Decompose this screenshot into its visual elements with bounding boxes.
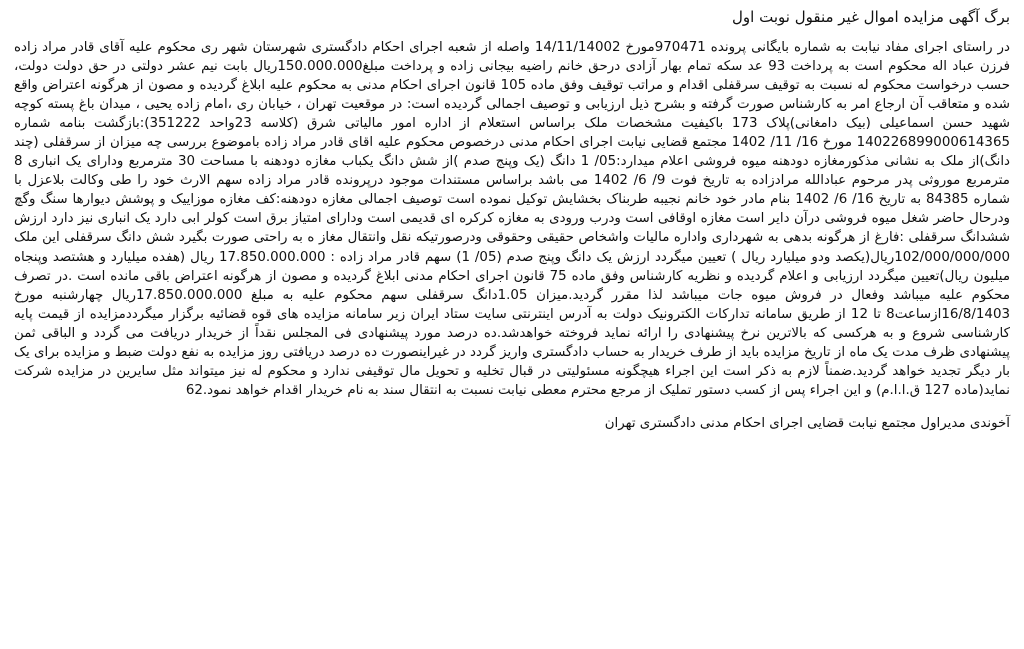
- notice-body: در راستای اجرای مفاد نیابت به شماره بایگانی پرونده 970471مورخ 14/11/14002 واصله از شعبه اجرای احکام دادگستری شهرستان شهر ری محکوم علیه آقای قادر مراد زاده فرزن عباد اله محکوم است به پرداخت 93 عد سکه تمام بهار آزادی درحق خانم راضیه بیجانی زاده و پرداخت مبلغ150.000.000ریال بابت نیم عشر دولتی در حق دولت دولت، حسب درخواست محکوم له نسبت به توقیف سرقفلی اقدام و مراتب توقیف وفق ماده 105 قانون اجرای احکام مدنی به محکوم علیه ابلاغ گردیده و مصون از هرگونه اعتراض واقع شده و متعاقب آن ارجاع امر به کارشناس صورت گرفته و بشرح ذیل ارزیابی و توصیف اجمالی گردیده است: در موقعیت تهران ، خیابان ری ،امام زاده یحیی ، میدان باغ پسته کوچه شهید حسن اسماعیلی (بیک دامغانی)پلاک 173 باکیفیت مشخصات ملک براساس استعلام از اداره امور مالیاتی شرق (کلاسه 23واحد 351222):بازگشت بنامه شماره 140226899000614365 مورخ 16/ 11/ 1402 مجتمع قضایی نیابت اجرای احکام مدنی درخصوص محکوم علیه اقای قادر مراد زاده باموضوع بررسی چه میزان از سرقفلی (چند دانگ)از ملک به نشانی مذکورمغازه دودهنه میوه فروشی اعلام میدارد:05/ 1 دانگ (یک وپنج صدم )از شش دانگ یکباب مغازه دودهنه با مساحت 30 مترمربع ودارای یک انباری 8 مترمربع موروثی پدر مرحوم عبادالله مرادزاده به تاریخ فوت 9/ 6/ 1402 می باشد براساس مستندات موجود درپرونده قادر مراد زاده سهم الارث خود را طی وکالت بلاعزل با شماره 84385 به تاریخ 16/ 6/ 1402 بنام مادر خود خانم نجیبه طربناک بخشایش توکیل نموده است توصیف اجمالی مغازه دودهنه:کف مغازه موزاییک و پوشش دیوارها سنگ وگچ ودرحال حاضر شغل میوه فروشی درآن دایر است مغازه اوقافی است ودرب ورودی به مغازه کرکره ای قدیمی است ودارای امتیاز برق است کولر ابی دارد یک انباری نیز دارد ارزش ششدانگ سرقفلی :فارغ از هرگونه بدهی به شهرداری واداره مالیات واشخاص حقیقی وحقوقی ودرصورتیکه نقل وانتقال مغاز ه به راحتی صورت بگیرد شش دانگ سرقفلی این ملک 102/000/000/000ریال(یکصد ودو میلیارد ریال ) تعیین میگردد ارزش یک دانگ وپنج صدم (05/ 1) سهم قادر مراد زاده : 17.850.000.000 ریال (هفده میلیارد و هشتصد وپنجاه میلیون ریال)تعیین میگردد ارزیابی و اعلام گردیده و نظریه کارشناس وفق ماده 75 قانون اجرای احکام مدنی ابلاغ گردیده و مصون از هرگونه اعتراض باقی مانده است .در تصرف محکوم علیه میباشد وفعال در فروش میوه جات میباشد لذا مقرر گردید.میزان 1.05دانگ سرقفلی سهم محکوم علیه به مبلغ 17.850.000.000ریال چهارشنبه مورخ 16/8/1403ازساعت8 تا 12 از طریق سامانه تدارکات الکترونیک دولت به آدرس اینترنتی سایت ستاد ایران زیر سامانه مزایده های قوه قضائیه برگزار میگرددمزایده از قیمت پایه کارشناسی شروع و به هرکسی که بالاترین نرخ پیشنهادی را ارائه نماید فروخته خواهدشد.ده درصد مورد پیشنهادی فی المجلس نقداً از خریدار دریافت می گردد و الباقی ثمن پیشنهادی ظرف مدت یک ماه از تاریخ مزایده باید از طرف خریدار به حساب دادگستری واریز گردد در غیراینصورت ده درصد دریافتی روز مزایده به نفع دولت ضبط و مزایده برای یک بار دیگر تجدید خواهد گردید.ضمناً لازم به ذکر است این اجراء هیچگونه مسئولیتی در قبال تخلیه و تحویل مال توقیفی ندارد و محکوم له نیز میتواند مثل سایرین در مزایده شرکت نماید(ماده 127 ق.ا.ا.م) و این اجراء پس از کسب دستور تملیک از مرجع محترم معطی نیابت نسبت به انتقال سند به نام خریدار اقدام خواهد نمود.62: [14, 40, 1011, 398]
- notice-title: برگ آگهی مزایده اموال غیر منقول نوبت اول: [732, 8, 1010, 26]
- notice-signature: آخوندی مدیراول مجتمع نیابت قضایی اجرای احکام مدنی دادگستری تهران: [604, 415, 1010, 431]
- auction-notice: [10, 6, 1014, 642]
